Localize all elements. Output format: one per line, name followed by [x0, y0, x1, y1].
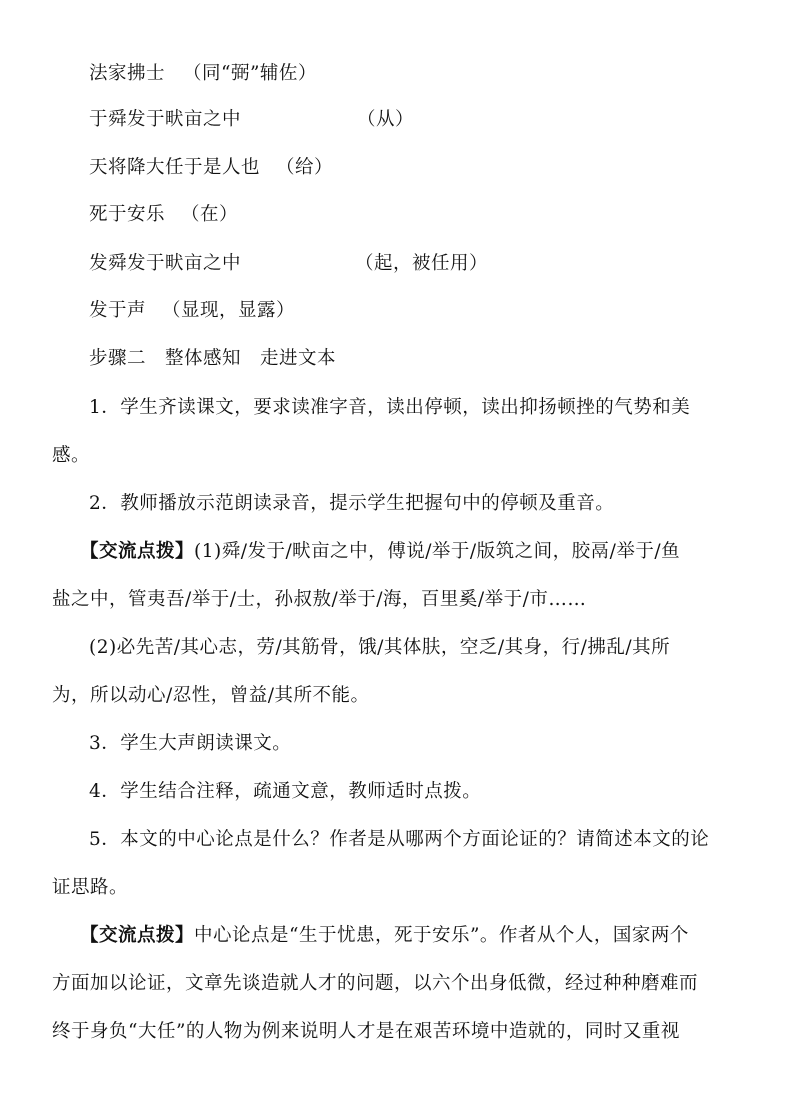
vocab-term: 发舜发于畎亩之中: [89, 253, 242, 274]
vocab-term: 天将降大任于是人也: [89, 157, 261, 178]
vocab-line-1: [89, 62, 317, 86]
vocab-gloss: （在）: [181, 204, 239, 225]
vocab-line-5: [89, 252, 488, 276]
vocab-term: 法家拂士: [89, 63, 166, 84]
vocab-gloss: （从）: [357, 109, 415, 130]
vocab-term: 于舜发于畎亩之中: [89, 109, 242, 130]
vocab-term: 死于安乐: [89, 204, 166, 225]
paragraph-8-line-2: 方面加以论证，文章先谈造就人才的问题，以六个出身低微，经过种种磨难而: [52, 973, 699, 994]
vocab-line-2: [89, 108, 414, 132]
paragraph-3-line-1: [80, 540, 680, 564]
paragraph-5: 3．学生大声朗读课文。: [89, 733, 292, 754]
vocab-term: 发于声: [89, 300, 147, 321]
paragraph-3-text: (1)舜/发于/畎亩之中，傅说/举于/版筑之间，胶鬲/举于/鱼: [194, 541, 681, 562]
discussion-tag: 【交流点拨】: [80, 541, 195, 562]
paragraph-7-line-1: 5．本文的中心论点是什么？作者是从哪两个方面论证的？请简述本文的论: [89, 829, 710, 850]
vocab-gloss: （显现，显露）: [162, 300, 296, 321]
paragraph-4-line-2: 为，所以动心/忍性，曾益/其所不能。: [52, 685, 370, 706]
section-heading-text: 步骤二 整体感知 走进文本: [89, 348, 337, 369]
vocab-line-4: [89, 203, 238, 227]
vocab-gloss: （起，被任用）: [355, 253, 489, 274]
discussion-tag: 【交流点拨】: [80, 925, 195, 946]
section-heading: [89, 347, 336, 371]
paragraph-8-line-1: [80, 924, 689, 948]
paragraph-4-line-1: (2)必先苦/其心志，劳/其筋骨，饿/其体肤，空乏/其身，行/拂乱/其所: [89, 637, 671, 658]
vocab-line-3: [89, 156, 333, 180]
vocab-line-6: [89, 299, 295, 323]
paragraph-8-text: 中心论点是“生于忧患，死于安乐”。作者从个人，国家两个: [194, 925, 689, 946]
paragraph-3-line-2: 盐之中，管夷吾/举于/士，孙叔敖/举于/海，百里奚/举于/市……: [52, 589, 587, 610]
paragraph-7-line-2: 证思路。: [52, 877, 129, 898]
vocab-gloss: （给）: [276, 157, 334, 178]
paragraph-2: 2．教师播放示范朗读录音，提示学生把握句中的停顿及重音。: [89, 493, 615, 514]
paragraph-1-line-1: 1．学生齐读课文，要求读准字音，读出停顿，读出抑扬顿挫的气势和美: [89, 397, 691, 418]
paragraph-6: 4．学生结合注释，疏通文意，教师适时点拨。: [89, 781, 482, 802]
paragraph-1-line-2: 感。: [52, 445, 91, 466]
vocab-gloss: （同“弼”辅佐）: [183, 63, 317, 84]
paragraph-8-line-3: 终于身负“大任”的人物为例来说明人才是在艰苦环境中造就的，同时又重视: [52, 1021, 680, 1042]
